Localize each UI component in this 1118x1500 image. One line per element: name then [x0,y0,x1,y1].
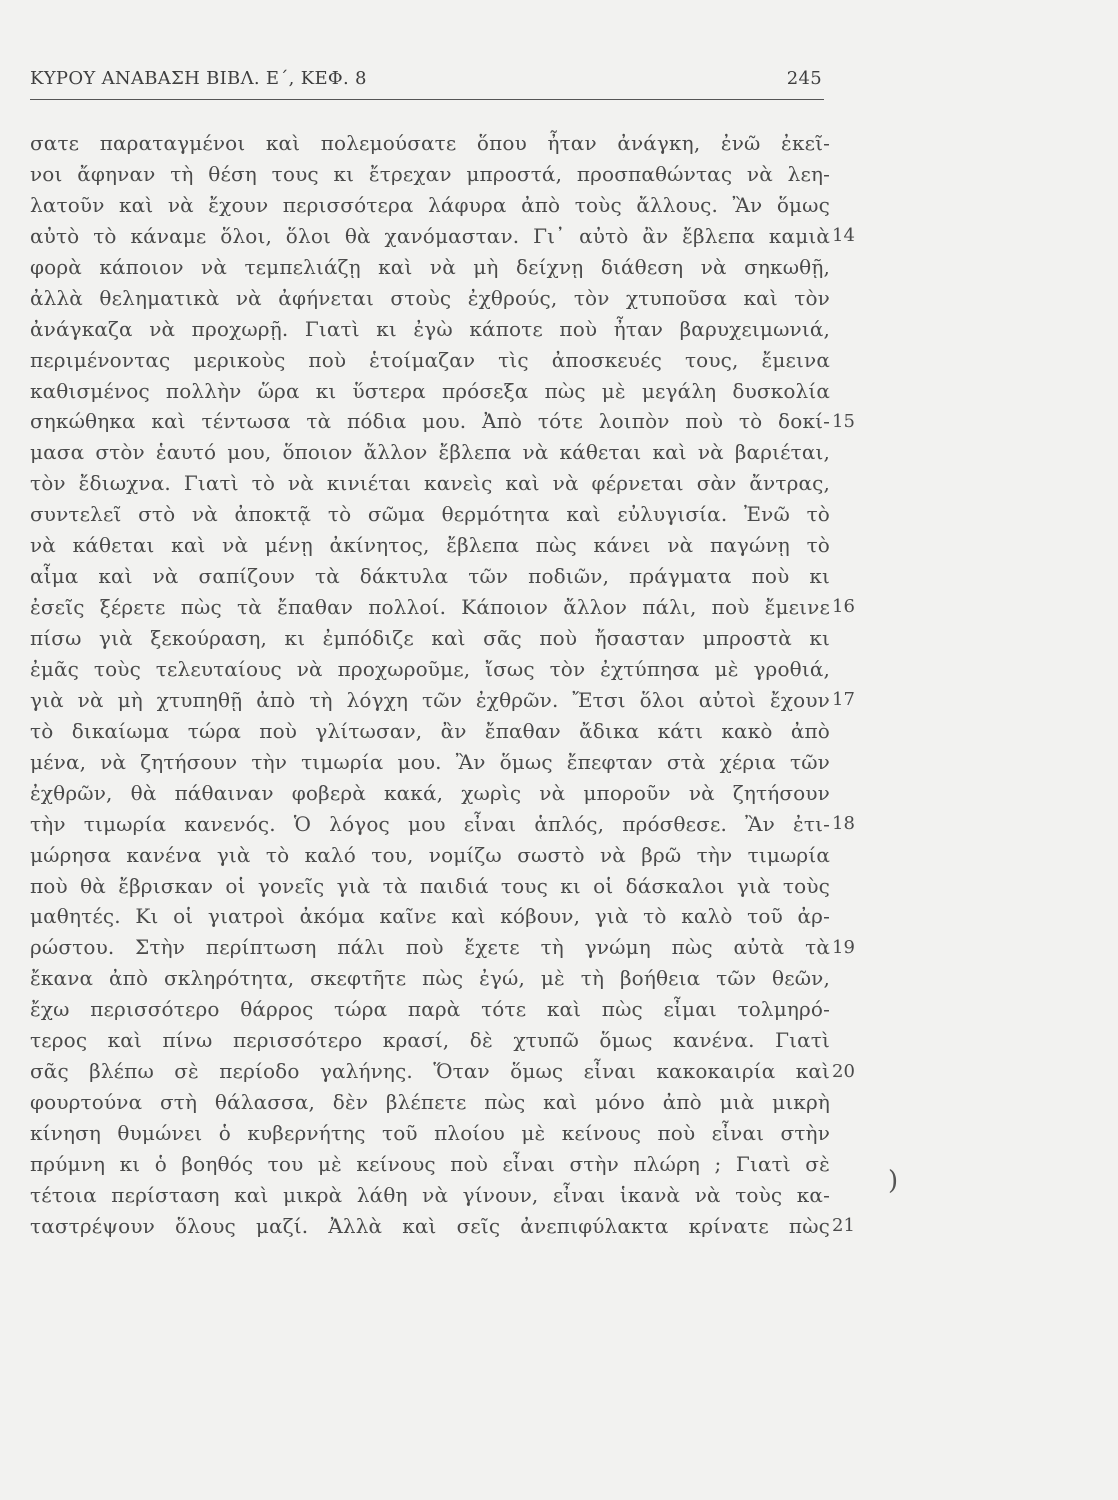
text-line: σᾶς βλέπω σὲ περίοδο γαλήνης. Ὅταν ὅμως εἶναι κακοκαιρία καὶ [30,1059,830,1084]
section-number: 18 [832,812,855,834]
text-line: αἷμα καὶ νὰ σαπίζουν τὰ δάκτυλα τῶν ποδιῶν, πράγματα ποὺ κι [30,564,830,589]
section-number: 21 [832,1215,855,1237]
text-line: ἐσεῖς ξέρετε πὼς τὰ ἔπαθαν πολλοί. Κάποιον ἄλλον πάλι, ποὺ ἔμεινε [30,595,830,620]
running-header [30,68,822,100]
section-number: 15 [832,410,855,432]
text-line: ποὺ θὰ ἔβρισκαν οἱ γονεῖς γιὰ τὰ παιδιά τους κι οἱ δάσκαλοι γιὰ τοὺς [30,873,830,898]
running-title: ΚΥΡΟΥ ΑΝΑΒΑΣΗ ΒΙΒΛ. Ε΄, ΚΕΦ. 8 [30,68,367,89]
text-line: γιὰ νὰ μὴ χτυπηθῇ ἀπὸ τὴ λόγχη τῶν ἐχθρῶν. Ἔτσι ὅλοι αὐτοὶ ἔχουν [30,687,830,712]
text-line: λατοῦν καὶ νὰ ἔχουν περισσότερα λάφυρα ἀπὸ τοὺς ἄλλους. Ἂν ὅμως [30,192,830,217]
text-line: καθισμένος πολλὴν ὥρα κι ὕστερα πρόσεξα πὼς μὲ μεγάλη δυσκολία [30,378,830,403]
section-number: 17 [832,689,855,711]
text-line: τὸ δικαίωμα τώρα ποὺ γλίτωσαν, ἂν ἔπαθαν ἄδικα κάτι κακὸ ἀπὸ [30,718,830,743]
text-line: φορὰ κάποιον νὰ τεμπελιάζῃ καὶ νὰ μὴ δείχνῃ διάθεση νὰ σηκωθῇ, [30,254,830,279]
text-line: τερος καὶ πίνω περισσότερο κρασί, δὲ χτυπῶ ὅμως κανένα. Γιατὶ [30,1028,830,1053]
text-line: μώρησα κανένα γιὰ τὸ καλό του, νομίζω σωστὸ νὰ βρῶ τὴν τιμωρία [30,842,830,867]
section-number: 16 [832,596,855,618]
page-number: 245 [786,68,822,89]
text-line: αὐτὸ τὸ κάναμε ὅλοι, ὅλοι θὰ χανόμασταν. Γι᾽ αὐτὸ ἂν ἔβλεπα καμιὰ [30,223,830,248]
text-line: μαθητές. Κι οἱ γιατροὶ ἀκόμα καῖνε καὶ κόβουν, γιὰ τὸ καλὸ τοῦ ἀρ- [30,904,830,929]
text-line: περιμένοντας μερικοὺς ποὺ ἑτοίμαζαν τὶς ἀποσκευές τους, ἔμεινα [30,347,830,372]
text-line: πρύμνη κι ὁ βοηθός του μὲ κείνους ποὺ εἶναι στὴν πλώρη ; Γιατὶ σὲ [30,1151,830,1176]
text-line: κίνηση θυμώνει ὁ κυβερνήτης τοῦ πλοίου μὲ κείνους ποὺ εἶναι στὴν [30,1121,830,1145]
text-line: μένα, νὰ ζητήσουν τὴν τιμωρία μου. Ἂν ὅμως ἔπεφταν στὰ χέρια τῶν [30,749,830,774]
text-line: ἀλλὰ θεληματικὰ νὰ ἀφήνεται στοὺς ἐχθρούς, τὸν χτυποῦσα καὶ τὸν [30,285,830,310]
margin-bracket-mark: ) [888,1166,899,1196]
section-number: 20 [832,1060,855,1082]
section-number: 14 [832,224,855,246]
text-line: νοι ἄφηναν τὴ θέση τους κι ἔτρεχαν μπροστά, προσπαθώντας νὰ λεη- [30,161,830,186]
text-line: ρώστου. Στὴν περίπτωση πάλι ποὺ ἔχετε τὴ γνώμη πὼς αὐτὰ τὰ [30,935,830,960]
text-line: τέτοια περίσταση καὶ μικρὰ λάθη νὰ γίνουν, εἶναι ἱκανὰ νὰ τοὺς κα- [30,1182,830,1207]
text-line: ἔκανα ἀπὸ σκληρότητα, σκεφτῆτε πὼς ἐγώ, μὲ τὴ βοήθεια τῶν θεῶν, [30,966,830,991]
text-line: νὰ κάθεται καὶ νὰ μένῃ ἀκίνητος, ἔβλεπα πὼς κάνει νὰ παγώνῃ τὸ [30,533,830,558]
text-line: μασα στὸν ἑαυτό μου, ὅποιον ἄλλον ἔβλεπα νὰ κάθεται καὶ νὰ βαριέται, [30,440,830,465]
text-line: ἔχω περισσότερο θάρρος τώρα παρὰ τότε καὶ πὼς εἶμαι τολμηρό- [30,997,830,1022]
text-line: τὸν ἔδιωχνα. Γιατὶ τὸ νὰ κινιέται κανεὶς καὶ νὰ φέρνεται σὰν ἄντρας, [30,471,830,496]
text-line: συντελεῖ στὸ νὰ ἀποκτᾷ τὸ σῶμα θερμότητα καὶ εὐλυγισία. Ἐνῶ τὸ [30,502,830,527]
header-rule [30,99,824,100]
body-text [30,128,830,1242]
text-line: ἐμᾶς τοὺς τελευταίους νὰ προχωροῦμε, ἴσως τὸν ἐχτύπησα μὲ γροθιά, [30,656,830,681]
text-line: σατε παραταγμένοι καὶ πολεμούσατε ὅπου ἦταν ἀνάγκη, ἐνῶ ἐκεῖ- [30,131,830,155]
text-line: ἐχθρῶν, θὰ πάθαιναν φοβερὰ κακά, χωρὶς νὰ μποροῦν νὰ ζητήσουν [30,780,830,805]
section-number: 19 [832,936,855,958]
text-line: πίσω γιὰ ξεκούραση, κι ἐμπόδιζε καὶ σᾶς ποὺ ἤσασταν μπροστὰ κι [30,626,830,650]
text-line: φουρτούνα στὴ θάλασσα, δὲν βλέπετε πὼς καὶ μόνο ἀπὸ μιὰ μικρὴ [30,1090,830,1115]
text-line: τὴν τιμωρία κανενός. Ὁ λόγος μου εἶναι ἁπλός, πρόσθεσε. Ἂν ἐτι- [30,811,830,836]
text-line: ταστρέψουν ὅλους μαζί. Ἀλλὰ καὶ σεῖς ἀνεπιφύλακτα κρίνατε πὼς [30,1213,830,1238]
text-line: ἀνάγκαζα νὰ προχωρῇ. Γιατὶ κι ἐγὼ κάποτε ποὺ ἦταν βαρυχειμωνιά, [30,316,830,341]
text-line: σηκώθηκα καὶ τέντωσα τὰ πόδια μου. Ἀπὸ τότε λοιπὸν ποὺ τὸ δοκί- [30,409,830,434]
